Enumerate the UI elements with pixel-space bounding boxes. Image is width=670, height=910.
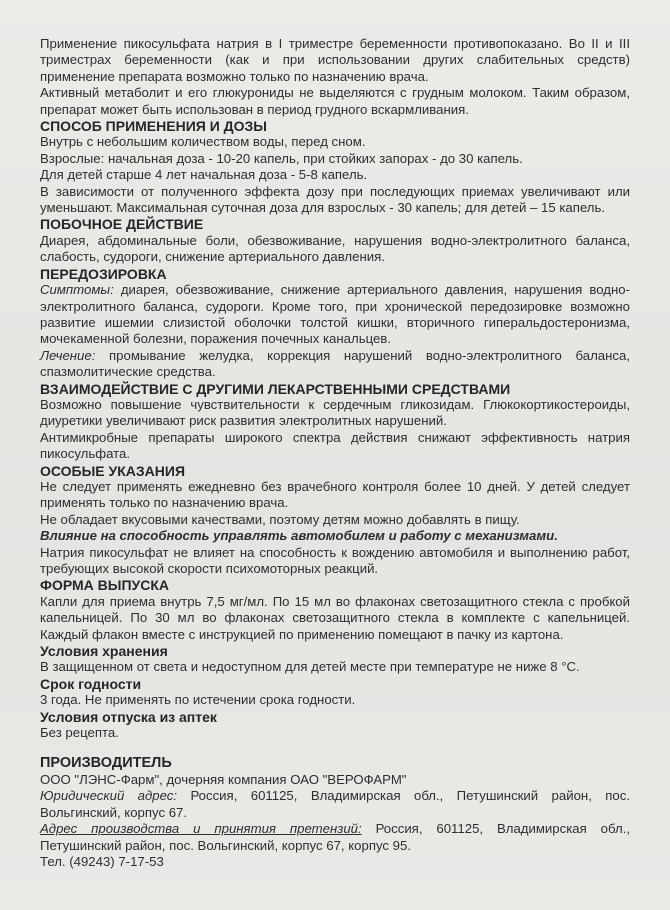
manufacturer-phone: Тел. (49243) 7-17-53 (40, 853, 164, 869)
interactions-heading: ВЗАИМОДЕЙСТВИЕ С ДРУГИМИ ЛЕКАРСТВЕННЫМИ СРЕДСТВАМИ (40, 380, 511, 397)
pregnancy-paragraph: Применение пикосульфата натрия в I триместре беременности противопоказано. Во II и III триместрах беременности (как и при использовании других слабительных средств) применение препарата возможно только по назначению врача. (40, 36, 630, 84)
storage-text: В защищенном от света и недоступном для детей месте при температуре не ниже 8 °С. (40, 659, 580, 675)
dosage-heading: СПОСОБ ПРИМЕНЕНИЯ И ДОЗЫ (40, 118, 267, 135)
overdose-symptoms (40, 282, 630, 348)
dosage-line: В зависимости от полученного эффекта дозу при последующих приемах увеличивают или уменьшают. Максимальная суточная доза для взрослых - 30 капель; для детей – 15 капель. (40, 183, 630, 216)
overdose-treatment (40, 348, 630, 381)
treatment-text: промывание желудка, коррекция нарушений водно-электролитного баланса, спазмолитические средства. (40, 347, 630, 380)
side-effects-heading: ПОБОЧНОЕ ДЕЙСТВИЕ (40, 216, 204, 233)
special-line: Не обладает вкусовыми качествами, поэтому детям можно добавлять в пищу. (40, 511, 520, 527)
production-address-label: Адрес производства и принятия претензий: (40, 821, 362, 837)
legal-address-label: Юридический адрес: (40, 788, 178, 804)
shelf-life-text: 3 года. Не применять по истечении срока годности. (40, 692, 356, 708)
interactions-line: Возможно повышение чувствительности к сердечным гликозидам. Глюкокортикостероиды, диуретики увеличивают риск развития электролитных нарушений. (40, 396, 630, 429)
lactation-paragraph: Активный метаболит и его глюкурониды не выделяются с грудным молоком. Таким образом, препарат может быть использован в период грудного вскармливания. (40, 85, 630, 117)
treatment-label: Лечение: (40, 347, 96, 363)
special-heading: ОСОБЫЕ УКАЗАНИЯ (40, 462, 186, 479)
interactions-line: Антимикробные препараты широкого спектра действия снижают эффективность натрия пикосульфата. (40, 429, 630, 462)
dosage-line: Взрослые: начальная доза - 10-20 капель, при стойких запорах - до 30 капель. (40, 150, 523, 166)
symptoms-label: Симптомы: (40, 282, 114, 298)
overdose-heading: ПЕРЕДОЗИРОВКА (40, 265, 167, 282)
dosage-line: Для детей старше 4 лет начальная доза - 5-8 капель. (40, 167, 368, 183)
storage-heading: Условия хранения (40, 643, 168, 660)
dosage-line: Внутрь с небольшим количеством воды, перед сном. (40, 134, 366, 150)
manufacturer-legal-address (40, 788, 630, 821)
driving-heading: Влияние на способность управлять автомобилем и работу с механизмами. (40, 528, 558, 544)
manufacturer-company: ООО "ЛЭНС-Фарм", дочерняя компания ОАО "ВЕРОФАРМ" (40, 771, 407, 787)
symptoms-text: диарея, обезвоживание, снижение артериального давления, нарушения водно-электролитного баланса, судороги. Кроме того, при хронической передозировке возможно развитие ишемии слизистой оболочки толстой кишки, вторичного гиперальдостеронизма, мочекаменной болезни, поражения почечных канальцев. (40, 282, 630, 347)
manufacturer-heading: ПРОИЗВОДИТЕЛЬ (40, 755, 172, 772)
driving-text: Натрия пикосульфат не влияет на способность к вождению автомобиля и выполнению работ, требующих высокой скорости психомоторных реакций. (40, 544, 630, 576)
form-text: Капли для приема внутрь 7,5 мг/мл. По 15 мл во флаконах светозащитного стекла с пробкой капельницей. По 30 мл во флаконах светозащитного стекла в комплекте с капельницей. Каждый флакон вместе с инструкцией по применению помещают в пачку из картона. (40, 593, 630, 642)
manufacturer-production-address (40, 821, 630, 854)
dispensing-text: Без рецепта. (40, 725, 119, 741)
dispensing-heading: Условия отпуска из аптек (40, 708, 217, 725)
legal-address-text: Россия, 601125, Владимирская обл., Петушинский район, пос. Вольгинский, корпус 67. (40, 788, 630, 820)
production-address-text: Россия, 601125, Владимирская обл., Петушинский район, пос. Вольгинский, корпус 67, корпус 95. (40, 821, 630, 853)
document-body (40, 36, 630, 870)
shelf-life-heading: Срок годности (40, 675, 142, 692)
side-effects-text: Диарея, абдоминальные боли, обезвоживание, нарушения водно-электролитного баланса, слабость, судороги, снижение артериального давления. (40, 232, 630, 265)
form-heading: ФОРМА ВЫПУСКА (40, 577, 170, 594)
special-line: Не следует применять ежедневно без врачебного контроля более 10 дней. У детей следует применять только по назначению врача. (40, 478, 630, 511)
